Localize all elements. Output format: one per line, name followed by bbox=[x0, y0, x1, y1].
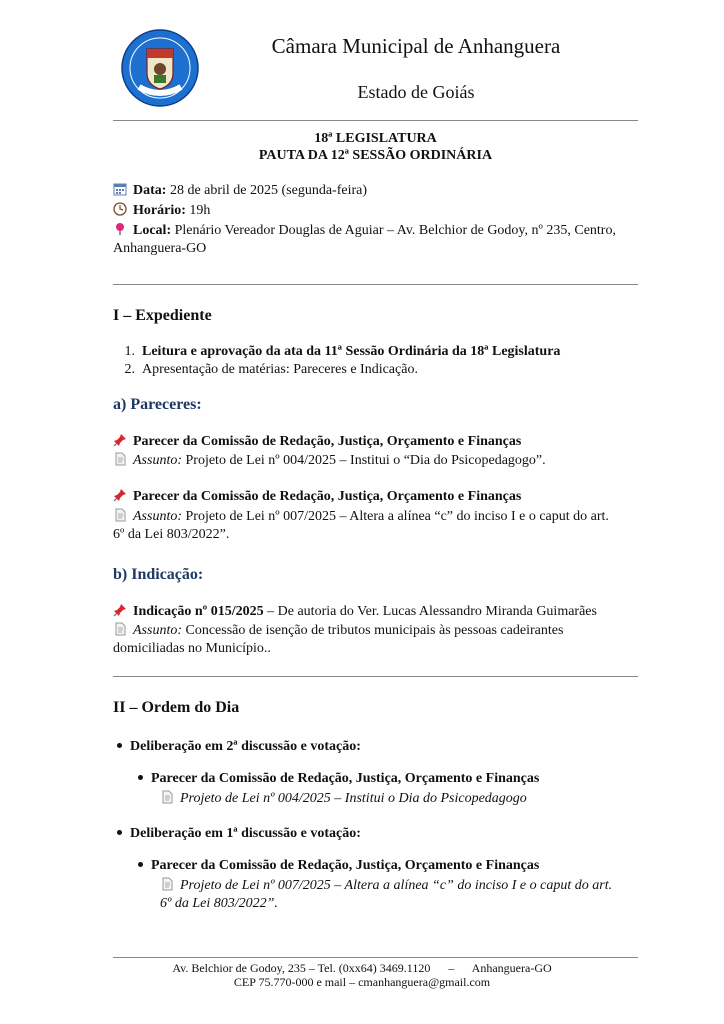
pareceres-title: a) Pareceres: bbox=[113, 396, 202, 413]
bullet bbox=[117, 743, 122, 748]
indicacao-author: – De autoria do Ver. Lucas Alessandro Miranda Guimarães bbox=[263, 604, 597, 619]
parecer-assunto bbox=[113, 452, 638, 470]
assunto-label: Assunto: bbox=[133, 453, 182, 468]
ordem-item-text-continued: 6º da Lei 803/2022”. bbox=[160, 896, 278, 911]
ordem-item-text-line: Projeto de Lei nº 004/2025 – Institui o Dia do Psicopedagogo bbox=[180, 791, 527, 806]
footer-divider bbox=[113, 957, 638, 958]
document-icon bbox=[160, 877, 174, 891]
parecer-item-title bbox=[113, 433, 638, 451]
assunto-label: Assunto: bbox=[133, 623, 182, 638]
ordem-item-text-line: Projeto de Lei nº 007/2025 – Altera a alínea “c” do inciso I e o caput do art. bbox=[180, 878, 613, 893]
deliberacao-text: Deliberação em 1ª discussão e votação: bbox=[130, 826, 361, 841]
pin-icon bbox=[113, 222, 127, 236]
place-value: Plenário Vereador Douglas de Aguiar – Av. Belchior de Godoy, nº 235, Centro, bbox=[171, 223, 616, 238]
document-icon bbox=[113, 508, 127, 522]
parecer-item-title bbox=[113, 488, 638, 506]
pushpin-icon bbox=[113, 603, 127, 617]
ordem-item-text bbox=[160, 877, 638, 895]
document-icon bbox=[160, 790, 174, 804]
parecer-title-text: Parecer da Comissão de Redação, Justiça, Orçamento e Finanças bbox=[133, 489, 522, 504]
parecer-title-text: Parecer da Comissão de Redação, Justiça, Orçamento e Finanças bbox=[133, 434, 522, 449]
calendar-icon bbox=[113, 182, 127, 196]
assunto-continued: 6º da Lei 803/2022”. bbox=[113, 527, 230, 542]
indicacao-title: b) Indicação: bbox=[113, 566, 204, 583]
footer-address: Av. Belchior de Godoy, 235 – Tel. (0xx64) 3469.1120 – Anhanguera-GO bbox=[172, 961, 552, 975]
pushpin-icon bbox=[113, 488, 127, 502]
ordem-item-title-text: Parecer da Comissão de Redação, Justiça, Orçamento e Finanças bbox=[151, 858, 540, 873]
date-label: Data: bbox=[133, 183, 167, 198]
assunto-text: Projeto de Lei nº 007/2025 – Altera a alínea “c” do inciso I e o caput do art. bbox=[182, 509, 609, 524]
bullet bbox=[138, 862, 143, 867]
assunto-text: Concessão de isenção de tributos municipais às pessoas cadeirantes bbox=[182, 623, 564, 638]
place-line bbox=[113, 222, 638, 240]
list-number: 1. bbox=[124, 344, 135, 359]
expediente-title: I – Expediente bbox=[113, 307, 212, 324]
indicacao-number: Indicação nº 015/2025 bbox=[133, 604, 264, 619]
state-subtitle: Estado de Goiás bbox=[357, 82, 475, 102]
ordem-item-title bbox=[138, 770, 638, 788]
ordem-item-text bbox=[160, 790, 638, 808]
bullet bbox=[138, 775, 143, 780]
list-item-text: Leitura e aprovação da ata da 11ª Sessão Ordinária da 18ª Legislatura bbox=[142, 344, 561, 359]
time-line bbox=[113, 202, 638, 220]
time-value: 19h bbox=[185, 203, 211, 218]
session-heading: PAUTA DA 12ª SESSÃO ORDINÁRIA bbox=[258, 148, 493, 163]
document-icon bbox=[113, 622, 127, 636]
bullet bbox=[117, 830, 122, 835]
parecer-assunto bbox=[113, 508, 638, 526]
pushpin-icon bbox=[113, 433, 127, 447]
ordem-title: II – Ordem do Dia bbox=[113, 699, 240, 716]
list-item bbox=[113, 361, 638, 379]
institution-title: Câmara Municipal de Anhanguera bbox=[271, 34, 561, 58]
indicacao-item-title bbox=[113, 603, 638, 621]
assunto-label: Assunto: bbox=[133, 509, 182, 524]
deliberacao-group-title bbox=[117, 825, 642, 843]
footer-contact: CEP 75.770-000 e mail – cmanhanguera@gmail.com bbox=[233, 975, 491, 989]
list-item bbox=[113, 343, 638, 361]
assunto-text: Projeto de Lei nº 004/2025 – Institui o “Dia do Psicopedagogo”. bbox=[182, 453, 546, 468]
date-line bbox=[113, 182, 638, 200]
deliberacao-group-title bbox=[117, 738, 642, 756]
indicacao-assunto bbox=[113, 622, 638, 640]
date-value: 28 de abril de 2025 (segunda-feira) bbox=[166, 183, 368, 198]
section-divider bbox=[113, 676, 638, 677]
header-divider bbox=[113, 120, 638, 121]
section-divider bbox=[113, 284, 638, 285]
list-number: 2. bbox=[124, 362, 135, 377]
list-item-text: Apresentação de matérias: Pareceres e Indicação. bbox=[142, 362, 418, 377]
assunto-continued: domiciliadas no Município.. bbox=[113, 641, 271, 656]
ordem-item-title-text: Parecer da Comissão de Redação, Justiça, Orçamento e Finanças bbox=[151, 771, 540, 786]
legislature-heading: 18ª LEGISLATURA bbox=[314, 131, 437, 146]
place-label: Local: bbox=[133, 223, 172, 238]
document-icon bbox=[113, 452, 127, 466]
deliberacao-text: Deliberação em 2ª discussão e votação: bbox=[130, 739, 361, 754]
ordem-item-title bbox=[138, 857, 638, 875]
clock-icon bbox=[113, 202, 127, 216]
time-label: Horário: bbox=[133, 203, 186, 218]
place-line-continued: Anhanguera-GO bbox=[113, 241, 207, 256]
